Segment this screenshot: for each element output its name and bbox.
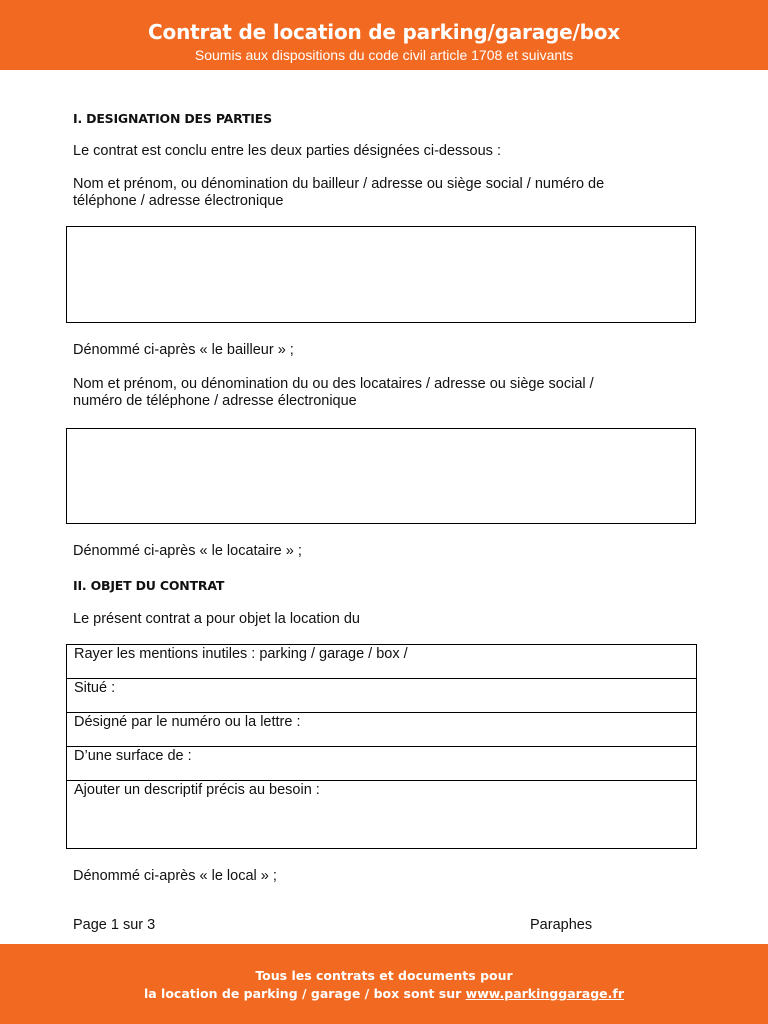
locataire-named: Dénommé ci-après « le locataire » ; [73,543,302,559]
document-title: Contrat de location de parking/garage/box [148,20,620,44]
bailleur-named: Dénommé ci-après « le bailleur » ; [73,342,294,358]
table-row[interactable]: Rayer les mentions inutiles : parking / garage / box / [67,645,696,679]
table-row[interactable]: D’une surface de : [67,747,696,781]
paraphes-label: Paraphes [530,917,593,933]
bailleur-label-line1: Nom et prénom, ou dénomination du bailleur / adresse ou siège social / numéro de [73,176,605,192]
local-named: Dénommé ci-après « le local » ; [73,868,277,884]
section-heading-parties: I. DESIGNATION DES PARTIES [73,111,272,126]
footer-line2-text: la location de parking / garage / box sont sur [143,986,466,1001]
footer-line2 [0,986,768,1001]
table-row[interactable]: Situé : [67,679,696,713]
bailleur-label-line2: téléphone / adresse électronique [73,193,284,209]
table-row[interactable]: Ajouter un descriptif précis au besoin : [74,782,320,798]
document-subtitle: Soumis aux dispositions du code civil article 1708 et suivants [194,47,574,63]
section-heading-objet: II. OBJET DU CONTRAT [73,578,225,593]
parties-intro: Le contrat est conclu entre les deux parties désignées ci-dessous : [73,143,501,159]
page-number: Page 1 sur 3 [73,917,156,933]
locataire-label-line2: numéro de téléphone / adresse électronique [73,393,357,409]
document-footer [0,944,768,1024]
document-header [0,0,768,70]
objet-intro: Le présent contrat a pour objet la location du [73,611,360,627]
table-row[interactable]: Désigné par le numéro ou la lettre : [67,713,696,747]
locataire-info-box[interactable] [66,428,696,524]
local-details-table [66,644,697,849]
footer-line1: Tous les contrats et documents pour [255,968,513,983]
locataire-label-line1: Nom et prénom, ou dénomination du ou des locataires / adresse ou siège social / [73,376,594,392]
bailleur-info-box[interactable] [66,226,696,323]
website-link[interactable]: www.parkinggarage.fr [465,986,624,1001]
